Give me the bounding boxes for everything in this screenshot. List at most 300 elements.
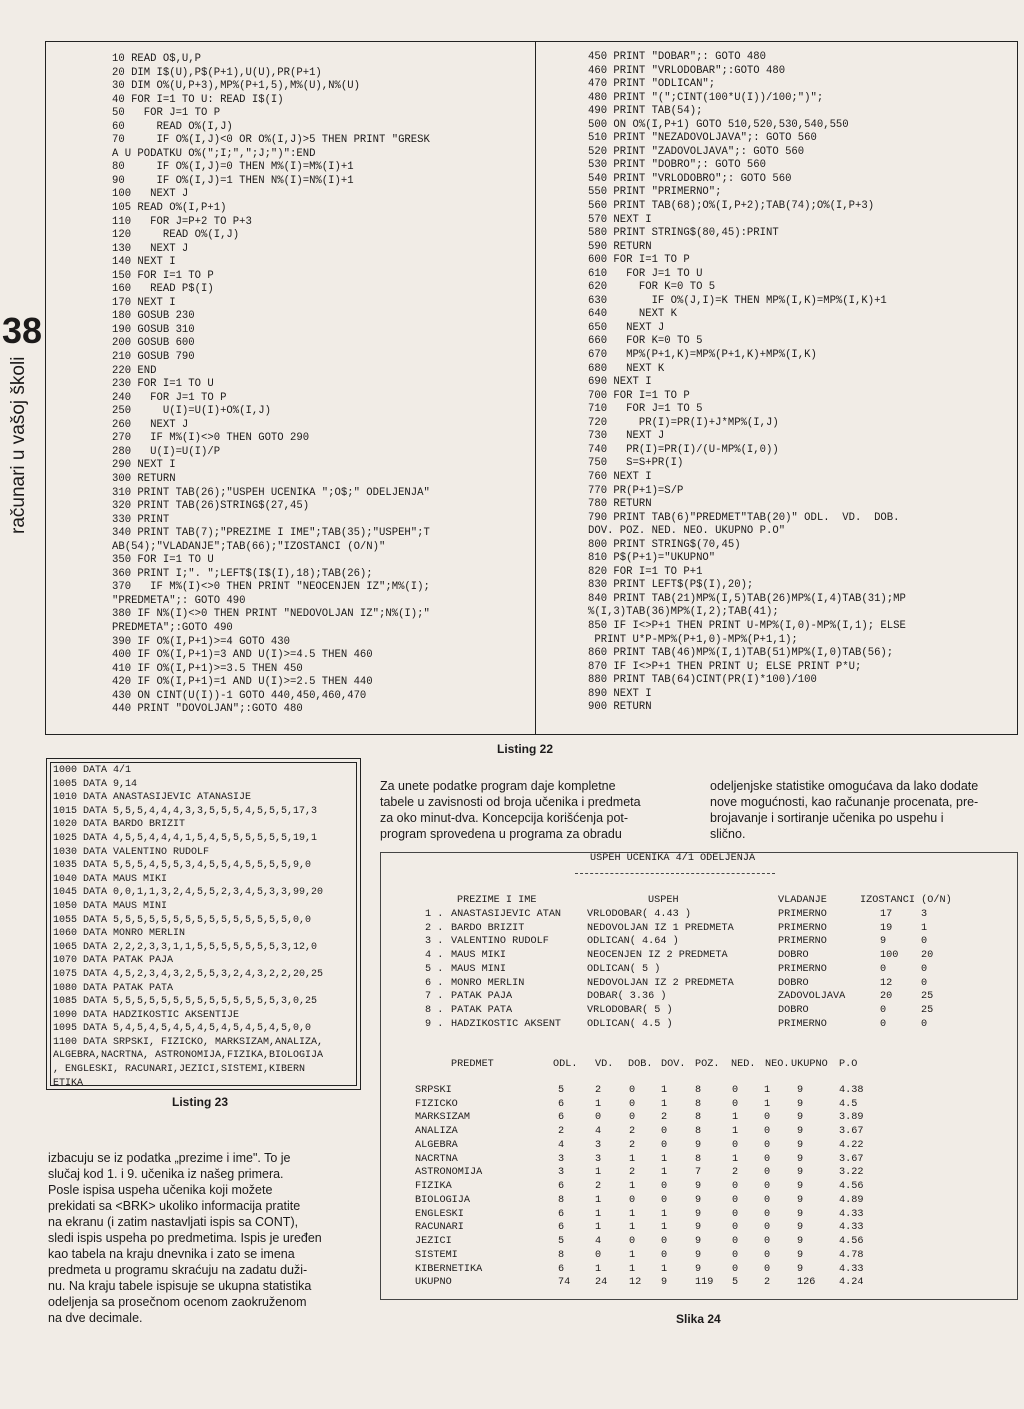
table-cell: 1	[921, 922, 928, 934]
code-line: 810 P$(P+1)="UKUPNO"	[588, 552, 716, 565]
table-cell: NEOCENJEN IZ 2 PREDMETA	[587, 950, 728, 961]
table-cell: 0	[595, 1249, 602, 1261]
code-line: 1060 DATA MONRO MERLIN	[53, 928, 186, 940]
table-cell: RACUNARI	[415, 1222, 464, 1234]
table-cell: 74	[558, 1277, 571, 1289]
table-cell: 9	[695, 1208, 702, 1220]
code-line: 900 RETURN	[588, 701, 652, 714]
code-line: %(I,3)TAB(36)MP%(I,2);TAB(41);	[588, 606, 779, 619]
table-cell: 4	[558, 1139, 565, 1151]
code-line: 300 RETURN	[112, 472, 176, 485]
table-row	[415, 1153, 1015, 1167]
text-line: na dve decimale.	[48, 1311, 143, 1325]
code-line: 690 NEXT I	[588, 376, 652, 389]
table-cell: 0	[661, 1126, 668, 1137]
code-line: 140 NEXT I	[112, 256, 176, 269]
code-line: 840 PRINT TAB(21)MP%(I,5)TAB(26)MP%(I,4)TAB(31);MP	[588, 592, 906, 605]
text-line: prekidati sa <BRK> ukoliko informacija pratite	[48, 1199, 301, 1213]
code-line: 540 PRINT "VRLODOBRO";: GOTO 560	[588, 172, 792, 185]
table-cell: 1 .	[425, 908, 444, 920]
table-cell: DOBRO	[778, 950, 809, 961]
code-line: 20 DIM I$(U),P$(P+1),U(U),PR(P+1)	[112, 66, 322, 79]
table-cell: MAUS MIKI	[451, 950, 507, 961]
table-cell: 8	[695, 1084, 702, 1096]
table-cell: BIOLOGIJA	[415, 1194, 471, 1206]
table-cell: 8 .	[425, 1005, 444, 1016]
code-line: 850 IF I<>P+1 THEN PRINT U-MP%(I,0)-MP%(I,1); ELSE	[588, 619, 906, 632]
code-line: 200 GOSUB 600	[112, 337, 195, 350]
code-line: 590 RETURN	[588, 240, 652, 253]
table-cell: 9	[695, 1194, 702, 1206]
code-line: 660 FOR K=0 TO 5	[588, 335, 703, 348]
table-cell: NED.	[731, 1059, 756, 1070]
table-cell: 0	[732, 1236, 739, 1247]
table-cell: PRIMERNO	[778, 963, 827, 975]
table-cell: DOBRO	[778, 1005, 809, 1016]
code-line: 1040 DATA MAUS MIKI	[53, 873, 168, 885]
table-cell: VALENTINO RUDOLF	[451, 936, 549, 948]
code-line: 740 PR(I)=PR(I)/(U-MP%(I,0))	[588, 443, 779, 456]
table-cell: 3	[921, 908, 928, 920]
text-line: program sprovedena u programa za obradu	[380, 827, 622, 841]
magazine-section-title: računari u vašoj školi	[8, 356, 29, 534]
code-line: 1095 DATA 5,4,5,4,5,4,5,4,5,4,5,4,5,4,5,0,0	[53, 1023, 312, 1035]
table-cell: ZADOVOLJAVA	[778, 991, 846, 1003]
code-line: 750 S=S+PR(I)	[588, 457, 684, 470]
table-cell: 9	[695, 1181, 702, 1192]
students-table	[415, 894, 1015, 1032]
table-cell: ODLICAN( 4.5 )	[587, 1018, 673, 1030]
code-line: 1100 DATA SRPSKI, FIZICKO, MARKSIZAM,ANALIZA,	[53, 1036, 324, 1048]
code-line: 390 IF O%(I,P+1)>=4 GOTO 430	[112, 635, 291, 648]
article-text-middle	[380, 778, 692, 842]
table-cell: 0	[629, 1084, 636, 1096]
code-line: 1005 DATA 9,14	[53, 778, 138, 790]
code-line: 40 FOR I=1 TO U: READ I$(I)	[112, 93, 284, 106]
table-cell: ODL.	[553, 1059, 578, 1070]
table-cell: 9	[695, 1263, 702, 1275]
table-cell: 1	[595, 1098, 602, 1110]
table-cell: 3.67	[839, 1126, 864, 1137]
table-cell: 0	[732, 1084, 739, 1096]
table-row	[415, 1263, 1015, 1277]
code-line: 360 PRINT I;". ";LEFT$(I$(I),18);TAB(26);	[112, 567, 373, 580]
table-row	[415, 1111, 1015, 1125]
code-line: 1015 DATA 5,5,5,4,4,4,3,3,5,5,5,4,5,5,5,17,3	[53, 805, 318, 817]
code-line: 70 IF O%(I,J)<0 OR O%(I,J)>5 THEN PRINT "GRESK	[112, 134, 430, 147]
table-cell: 9	[797, 1153, 804, 1165]
table-cell: 2	[764, 1277, 771, 1289]
table-cell: 0	[764, 1263, 771, 1275]
code-line: 640 NEXT K	[588, 308, 678, 321]
table-cell: 0	[764, 1236, 771, 1247]
table-cell: 4.5	[839, 1098, 858, 1110]
table-cell: 2	[595, 1084, 602, 1096]
code-line: ETIKA	[53, 1077, 84, 1089]
table-cell: SISTEMI	[415, 1249, 458, 1261]
table-cell: 0	[921, 936, 928, 948]
code-line: 290 NEXT I	[112, 459, 176, 472]
table-row	[415, 1180, 1015, 1194]
code-line: 800 PRINT STRING$(70,45)	[588, 538, 741, 551]
table-cell: 3	[558, 1153, 565, 1165]
table-row	[415, 1208, 1015, 1222]
text-line: izbacuju se iz podatka „prezime i ime". To je	[48, 1151, 291, 1165]
code-line: 1085 DATA 5,5,5,5,5,5,5,5,5,5,5,5,5,5,3,0,25	[53, 996, 318, 1008]
table-cell: 0	[764, 1153, 771, 1165]
table-header-row	[415, 1058, 1015, 1072]
table-cell: 1	[764, 1098, 771, 1110]
code-line: 100 NEXT J	[112, 188, 189, 201]
code-line: 530 PRINT "DOBRO";: GOTO 560	[588, 159, 767, 172]
table-cell: 4.33	[839, 1208, 864, 1220]
listing-23-code	[53, 764, 323, 1090]
code-line: 380 IF N%(I)<>0 THEN PRINT "NEDOVOLJAN IZ";N%(I);"	[112, 608, 430, 621]
code-line: 120 READ O%(I,J)	[112, 229, 240, 242]
table-cell: VD.	[595, 1059, 614, 1070]
code-line: 560 PRINT TAB(68);O%(I,P+2);TAB(74);O%(I,P+3)	[588, 200, 875, 213]
table-cell: 2	[595, 1181, 602, 1192]
table-cell: 126	[797, 1277, 816, 1289]
table-cell: UKUPNO	[415, 1277, 452, 1289]
table-cell: 9	[797, 1236, 804, 1247]
table-cell: MARKSIZAM	[415, 1112, 471, 1124]
table-cell: 24	[595, 1277, 608, 1289]
code-line: A U PODATKU O%(";I;",";J;")":END	[112, 147, 316, 160]
listing-22-right-column	[588, 51, 906, 715]
table-cell: 1	[661, 1153, 668, 1165]
table-cell: 20	[921, 950, 934, 961]
table-cell: DOBAR( 3.36 )	[587, 991, 667, 1003]
table-cell: 4.56	[839, 1236, 864, 1247]
table-cell: 100	[880, 950, 899, 961]
figure-24-title-underline	[575, 873, 775, 874]
text-line: na ekranu (i zatim nastavljati ispis sa CONT),	[48, 1215, 299, 1229]
table-row	[415, 922, 1015, 936]
listing-22-caption: Listing 22	[497, 742, 554, 756]
code-line: 570 NEXT I	[588, 213, 652, 226]
listing-22-left-column	[112, 53, 430, 717]
code-line: 770 PR(P+1)=S/P	[588, 484, 684, 497]
table-cell: 4.78	[839, 1249, 864, 1261]
code-line: 50 FOR J=1 TO P	[112, 107, 221, 120]
table-cell: MAUS MINI	[451, 963, 507, 975]
table-cell: 12	[880, 977, 893, 989]
table-cell: 8	[558, 1194, 565, 1206]
table-cell: 4.56	[839, 1181, 864, 1192]
table-cell: 9	[695, 1139, 702, 1151]
table-cell: 1	[661, 1222, 668, 1234]
table-cell: 0	[595, 1112, 602, 1124]
table-cell: 25	[921, 991, 934, 1003]
table-cell: PRIMERNO	[778, 1018, 827, 1030]
table-cell: 0	[764, 1112, 771, 1124]
table-cell: 0	[732, 1181, 739, 1192]
code-line: 330 PRINT	[112, 513, 170, 526]
table-cell: 0	[764, 1208, 771, 1220]
code-line: 650 NEXT J	[588, 321, 665, 334]
code-line: 130 NEXT J	[112, 242, 189, 255]
table-cell: 9	[797, 1194, 804, 1206]
table-cell: 0	[880, 1018, 887, 1030]
table-cell: 1	[595, 1194, 602, 1206]
table-cell: ANALIZA	[415, 1126, 458, 1137]
table-cell: 8	[695, 1126, 702, 1137]
code-line: 1030 DATA VALENTINO RUDOLF	[53, 846, 210, 858]
table-cell: PATAK PATA	[451, 1005, 513, 1016]
table-cell: PRIMERNO	[778, 936, 827, 948]
table-cell: 1	[661, 1098, 668, 1110]
table-cell: 2 .	[425, 922, 444, 934]
code-line: 270 IF M%(I)<>0 THEN GOTO 290	[112, 432, 310, 445]
table-cell: 0	[661, 1194, 668, 1206]
table-cell: 0	[921, 1018, 928, 1030]
code-line: 280 U(I)=U(I)/P	[112, 445, 221, 458]
table-cell: 1	[661, 1084, 668, 1096]
code-line: 470 PRINT "ODLICAN";	[588, 78, 716, 91]
code-line: 220 END	[112, 364, 157, 377]
table-header-row	[415, 894, 1015, 908]
table-cell: 4.38	[839, 1084, 864, 1096]
code-line: 310 PRINT TAB(26);"USPEH UCENIKA ";O$;" ODELJENJA"	[112, 486, 430, 499]
table-cell: UKUPNO	[791, 1059, 828, 1070]
table-cell: 4 .	[425, 950, 444, 961]
text-line: Posle ispisa uspeha učenika koji možete	[48, 1183, 273, 1197]
table-cell: 9	[797, 1208, 804, 1220]
code-line: 1055 DATA 5,5,5,5,5,5,5,5,5,5,5,5,5,5,5,0,0	[53, 914, 312, 926]
code-line: 1035 DATA 5,5,5,4,5,5,3,4,5,5,4,5,5,5,5,9,0	[53, 860, 312, 872]
table-cell: 2	[629, 1167, 636, 1179]
table-row	[415, 1084, 1015, 1098]
table-cell: 0	[764, 1126, 771, 1137]
article-text-right	[710, 778, 1022, 842]
table-cell: DOBRO	[778, 977, 809, 989]
article-text-left	[48, 1150, 360, 1326]
table-row	[415, 1235, 1015, 1249]
table-cell: PRIMERNO	[778, 922, 827, 934]
code-line: 700 FOR I=1 TO P	[588, 389, 690, 402]
table-cell: 9	[880, 936, 887, 948]
code-line: "PREDMETA";: GOTO 490	[112, 594, 246, 607]
table-cell: 9	[661, 1277, 668, 1289]
table-cell: 19	[880, 922, 893, 934]
table-cell: FIZICKO	[415, 1098, 458, 1110]
table-row	[415, 1139, 1015, 1153]
table-cell: 0	[764, 1194, 771, 1206]
table-cell: 2	[629, 1126, 636, 1137]
code-line: 450 PRINT "DOBAR";: GOTO 480	[588, 51, 767, 63]
table-row	[415, 935, 1015, 949]
code-line: 500 ON O%(I,P+1) GOTO 510,520,530,540,550	[588, 118, 849, 131]
code-line: 1050 DATA MAUS MINI	[53, 900, 168, 912]
table-cell: 9	[797, 1167, 804, 1179]
table-cell: 0	[629, 1112, 636, 1124]
table-cell: DOV.	[661, 1059, 686, 1070]
code-line: 480 PRINT "(";CINT(100*U(I))/100;")";	[588, 91, 824, 104]
table-cell: 8	[695, 1098, 702, 1110]
table-cell: ODLICAN( 5 )	[587, 963, 661, 975]
table-cell: 6	[558, 1263, 565, 1275]
code-line: 210 GOSUB 790	[112, 351, 195, 364]
code-line: 820 FOR I=1 TO P+1	[588, 565, 703, 578]
table-cell: ANASTASIJEVIC ATAN	[451, 908, 562, 920]
code-line: 860 PRINT TAB(46)MP%(I,1)TAB(51)MP%(I,0)TAB(56);	[588, 647, 894, 660]
table-cell: 0	[661, 1181, 668, 1192]
table-cell: 0	[732, 1263, 739, 1275]
code-line: PREDMETA";:GOTO 490	[112, 621, 233, 634]
text-line: za oko minut-dva. Koncepcija korišćenja pot-	[380, 811, 629, 825]
table-cell: 1	[732, 1126, 739, 1137]
table-cell: 20	[880, 991, 893, 1003]
code-line: 830 PRINT LEFT$(P$(I),20);	[588, 579, 754, 592]
code-line: 680 NEXT K	[588, 362, 665, 375]
table-cell: 2	[629, 1139, 636, 1151]
table-cell: 0	[732, 1208, 739, 1220]
code-line: 340 PRINT TAB(7);"PREZIME I IME";TAB(35);"USPEH";T	[112, 527, 430, 540]
table-cell: 0	[629, 1236, 636, 1247]
table-cell: 3 .	[425, 936, 444, 948]
text-line: slučaj kod 1. i 9. učenika iz našeg primera.	[48, 1167, 284, 1181]
table-cell: KIBERNETIKA	[415, 1263, 483, 1275]
table-cell: 9 .	[425, 1018, 444, 1030]
code-line: 1000 DATA 4/1	[53, 765, 132, 776]
table-cell: SRPSKI	[415, 1084, 452, 1096]
code-line: 30 DIM O%(U,P+3),MP%(P+1,5),M%(U),N%(U)	[112, 80, 360, 93]
code-line: 350 FOR I=1 TO U	[112, 554, 214, 567]
table-cell: 1	[629, 1208, 636, 1220]
table-cell: 0	[732, 1098, 739, 1110]
table-cell: 6	[558, 1098, 565, 1110]
code-line: 90 IF O%(I,J)=1 THEN N%(I)=N%(I)+1	[112, 174, 354, 187]
table-cell: 1	[661, 1208, 668, 1220]
code-line: 60 READ O%(I,J)	[112, 120, 233, 133]
table-cell: 4.24	[839, 1277, 864, 1289]
table-row	[415, 1194, 1015, 1208]
table-row	[415, 990, 1015, 1004]
code-line: 420 IF O%(I,P+1)=1 AND U(I)>=2.5 THEN 440	[112, 676, 373, 689]
figure-24-title: USPEH UCENIKA 4/1 ODELJENJA	[590, 853, 756, 864]
table-cell: 0	[921, 963, 928, 975]
table-cell: 1	[595, 1222, 602, 1234]
code-line: 710 FOR J=1 TO 5	[588, 403, 703, 416]
table-cell: 8	[558, 1249, 565, 1261]
table-cell: 2	[732, 1167, 739, 1179]
table-cell: BARDO BRIZIT	[451, 922, 525, 934]
table-cell: 2	[661, 1112, 668, 1124]
table-cell: 0	[764, 1181, 771, 1192]
code-line: 10 READ O$,U,P	[112, 53, 202, 65]
table-row	[415, 1276, 1015, 1290]
listing-22-column-divider	[535, 41, 536, 735]
table-cell: HADZIKOSTIC AKSENT	[451, 1018, 562, 1030]
table-cell: 0	[764, 1139, 771, 1151]
table-cell: 9	[797, 1249, 804, 1261]
table-cell: PRIMERNO	[778, 908, 827, 920]
table-cell: PREDMET	[451, 1059, 494, 1070]
code-line: 180 GOSUB 230	[112, 310, 195, 323]
table-cell: 1	[629, 1181, 636, 1192]
table-cell: 1	[629, 1222, 636, 1234]
table-cell: VLADANJE	[778, 895, 827, 906]
table-cell: 1	[595, 1263, 602, 1275]
code-line: 1065 DATA 2,2,2,3,3,1,1,5,5,5,5,5,5,5,3,12,0	[53, 941, 318, 953]
code-line: 370 IF M%(I)<>0 THEN PRINT "NEOCENJEN IZ";M%(I);	[112, 581, 430, 594]
code-line: 440 PRINT "DOVOLJAN";:GOTO 480	[112, 703, 303, 716]
text-line: sledi ispis uspeha po predmetima. Ispis je uređen	[48, 1231, 322, 1245]
code-line: , ENGLESKI, RACUNARI,JEZICI,SISTEMI,KIBERN	[53, 1064, 306, 1076]
code-line: 260 NEXT J	[112, 418, 189, 431]
table-cell: JEZICI	[415, 1236, 452, 1247]
text-line: odeljenjske statistike omogućava da lako dodate	[710, 779, 979, 793]
code-line: 230 FOR I=1 TO U	[112, 378, 214, 391]
code-line: 1025 DATA 4,5,5,4,4,4,1,5,4,5,5,5,5,5,5,19,1	[53, 832, 318, 844]
table-cell: POZ.	[695, 1059, 720, 1070]
table-cell: 5	[558, 1084, 565, 1096]
code-line: 250 U(I)=U(I)+O%(I,J)	[112, 405, 271, 418]
code-line: 430 ON CINT(U(I))-1 GOTO 440,450,460,470	[112, 689, 367, 702]
code-line: 150 FOR I=1 TO P	[112, 269, 214, 282]
table-cell: 0	[732, 1222, 739, 1234]
table-cell: 9	[797, 1126, 804, 1137]
table-cell: 3.22	[839, 1167, 864, 1179]
table-cell: VRLODOBAR( 5 )	[587, 1005, 673, 1016]
table-cell: NEDOVOLJAN IZ 1 PREDMETA	[587, 922, 734, 934]
text-line: brojavanje i sortiranje učenika po uspehu i	[710, 811, 944, 825]
table-cell: 6	[558, 1222, 565, 1234]
table-cell: 0	[764, 1167, 771, 1179]
table-cell: 0	[629, 1098, 636, 1110]
text-line: odeljenja sa prosečnom ocenom zaokruženom	[48, 1295, 307, 1309]
code-line: 160 READ P$(I)	[112, 283, 214, 296]
table-row	[415, 1249, 1015, 1263]
table-cell: ENGLESKI	[415, 1208, 464, 1220]
table-cell: 2	[558, 1126, 565, 1137]
table-cell: 9	[797, 1139, 804, 1151]
code-line: 510 PRINT "NEZADOVOLJAVA";: GOTO 560	[588, 132, 817, 145]
table-cell: 1	[732, 1112, 739, 1124]
table-cell: 0	[732, 1194, 739, 1206]
table-cell: 12	[629, 1277, 642, 1289]
table-cell: P.O	[839, 1059, 858, 1070]
table-cell: 4	[595, 1126, 602, 1137]
table-spacer	[415, 1072, 1015, 1084]
table-cell: ODLICAN( 4.64 )	[587, 936, 679, 948]
code-line: 670 MP%(P+1,K)=MP%(P+1,K)+MP%(I,K)	[588, 349, 817, 362]
subjects-table	[415, 1058, 1015, 1290]
table-cell: 9	[695, 1236, 702, 1247]
code-line: 880 PRINT TAB(64)CINT(PR(I)*100)/100	[588, 674, 817, 687]
table-row	[415, 1018, 1015, 1032]
table-cell: NACRTNA	[415, 1153, 458, 1165]
figure-24-caption: Slika 24	[676, 1312, 721, 1326]
table-cell: 0	[661, 1249, 668, 1261]
table-cell: 0	[629, 1194, 636, 1206]
code-line: 620 FOR K=0 TO 5	[588, 281, 716, 294]
table-cell: 1	[595, 1167, 602, 1179]
code-line: 550 PRINT "PRIMERNO";	[588, 186, 722, 199]
table-cell: 1	[661, 1263, 668, 1275]
table-cell: 7	[695, 1167, 702, 1179]
table-cell: 6	[558, 1208, 565, 1220]
table-cell: 5 .	[425, 963, 444, 975]
table-cell: VRLODOBAR( 4.43 )	[587, 908, 691, 920]
table-cell: 8	[695, 1153, 702, 1165]
table-cell: USPEH	[648, 895, 679, 906]
code-line: 240 FOR J=1 TO P	[112, 391, 227, 404]
table-cell: 9	[797, 1263, 804, 1275]
text-line: tabele u zavisnosti od broja učenika i predmeta	[380, 795, 641, 809]
table-cell: 0	[921, 977, 928, 989]
